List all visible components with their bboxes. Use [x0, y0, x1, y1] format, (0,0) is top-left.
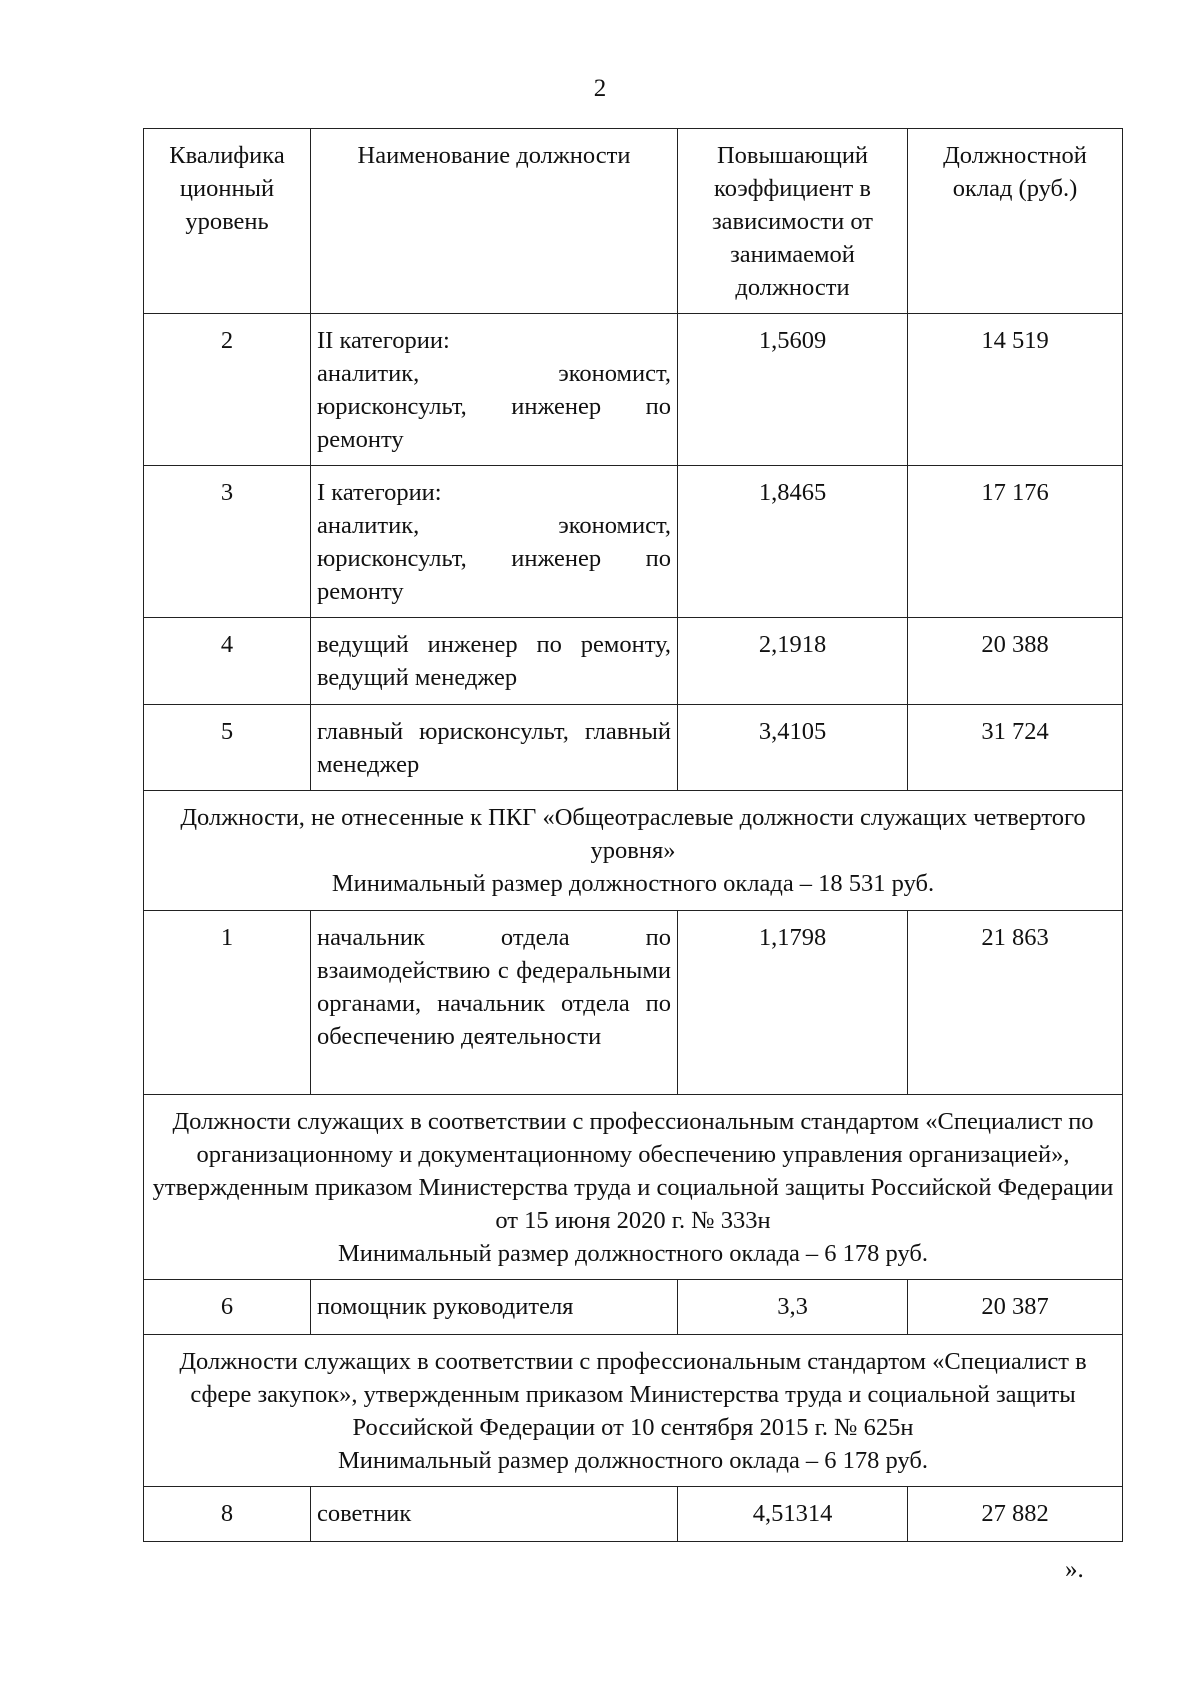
cell-level: 2 [144, 314, 311, 466]
section-min-salary: Минимальный размер должностного оклада – 6 178 руб. [337, 1447, 929, 1474]
cell-coef: 1,8465 [678, 466, 908, 618]
position-line [317, 509, 671, 542]
position-category: I категории: [317, 479, 442, 506]
cell-salary: 21 863 [908, 911, 1123, 1095]
section-title: Должности, не отнесенные к ПКГ «Общеотраслевые должности служащих четвертого уровня» [180, 804, 1086, 864]
position-rest: юрисконсульт, инженер по ремонту [317, 545, 671, 605]
cell-salary: 20 388 [908, 618, 1123, 705]
cell-level: 6 [144, 1280, 311, 1335]
section-header-row [144, 1095, 1123, 1280]
section-min-salary: Минимальный размер должностного оклада – 6 178 руб. [337, 1240, 929, 1267]
cell-coef: 3,4105 [678, 705, 908, 791]
position-word: аналитик, [317, 512, 420, 539]
header-name: Наименование должности [311, 129, 678, 314]
cell-coef: 3,3 [678, 1280, 908, 1335]
table-row [144, 314, 1123, 466]
position-word: экономист, [558, 512, 671, 539]
section-header-row [144, 1335, 1123, 1487]
cell-coef: 1,1798 [678, 911, 908, 1095]
position-category: II категории: [317, 327, 450, 354]
position-line [317, 357, 671, 390]
position-word: аналитик, [317, 360, 420, 387]
cell-position-name: советник [311, 1487, 678, 1542]
section-heading [144, 1335, 1123, 1487]
cell-position-name: главный юрисконсульт, главный менеджер [311, 705, 678, 791]
position-word: экономист, [558, 360, 671, 387]
cell-position-name: ведущий инженер по ремонту, ведущий менеджер [311, 618, 678, 705]
header-level: Квалифика ционный уровень [144, 129, 311, 314]
cell-salary: 31 724 [908, 705, 1123, 791]
cell-position-name [311, 466, 678, 618]
closing-quote-mark: ». [1065, 1556, 1084, 1583]
cell-level: 5 [144, 705, 311, 791]
section-title: Должности служащих в соответствии с профессиональным стандартом «Специалист в сфере закупок», утвержденным приказом Министерства труда и социальной защиты Российской Федерации от 10 сентября 2015 г. № 625н [179, 1348, 1087, 1441]
cell-coef: 2,1918 [678, 618, 908, 705]
cell-position-name [311, 314, 678, 466]
section-heading [144, 791, 1123, 911]
page-number: 2 [593, 75, 607, 102]
cell-salary: 20 387 [908, 1280, 1123, 1335]
cell-coef: 4,51314 [678, 1487, 908, 1542]
table-row [144, 1280, 1123, 1335]
section-min-salary: Минимальный размер должностного оклада – 18 531 руб. [331, 870, 935, 897]
cell-level: 8 [144, 1487, 311, 1542]
cell-position-name: помощник руководителя [311, 1280, 678, 1335]
cell-coef: 1,5609 [678, 314, 908, 466]
table-row [144, 618, 1123, 705]
table-row [144, 911, 1123, 1095]
table-row [144, 1487, 1123, 1542]
section-title: Должности служащих в соответствии с профессиональным стандартом «Специалист по организационному и документационному обеспечению управления организацией», утвержденным приказом Министерства труда и социальной защиты Российской Федерации от 15 июня 2020 г. № 333н [152, 1108, 1114, 1234]
table-header-row [144, 129, 1123, 314]
table-row [144, 466, 1123, 618]
cell-level: 1 [144, 911, 311, 1095]
cell-level: 3 [144, 466, 311, 618]
cell-salary: 17 176 [908, 466, 1123, 618]
salary-table [143, 128, 1123, 1542]
header-salary: Должностной оклад (руб.) [908, 129, 1123, 314]
cell-salary: 27 882 [908, 1487, 1123, 1542]
section-heading [144, 1095, 1123, 1280]
cell-position-name: начальник отдела по взаимодействию с федеральными органами, начальник отдела по обеспечению деятельности [311, 911, 678, 1095]
section-header-row [144, 791, 1123, 911]
cell-salary: 14 519 [908, 314, 1123, 466]
header-coef: Повышающий коэффициент в зависимости от занимаемой должности [678, 129, 908, 314]
cell-level: 4 [144, 618, 311, 705]
position-rest: юрисконсульт, инженер по ремонту [317, 393, 671, 453]
table-row [144, 705, 1123, 791]
